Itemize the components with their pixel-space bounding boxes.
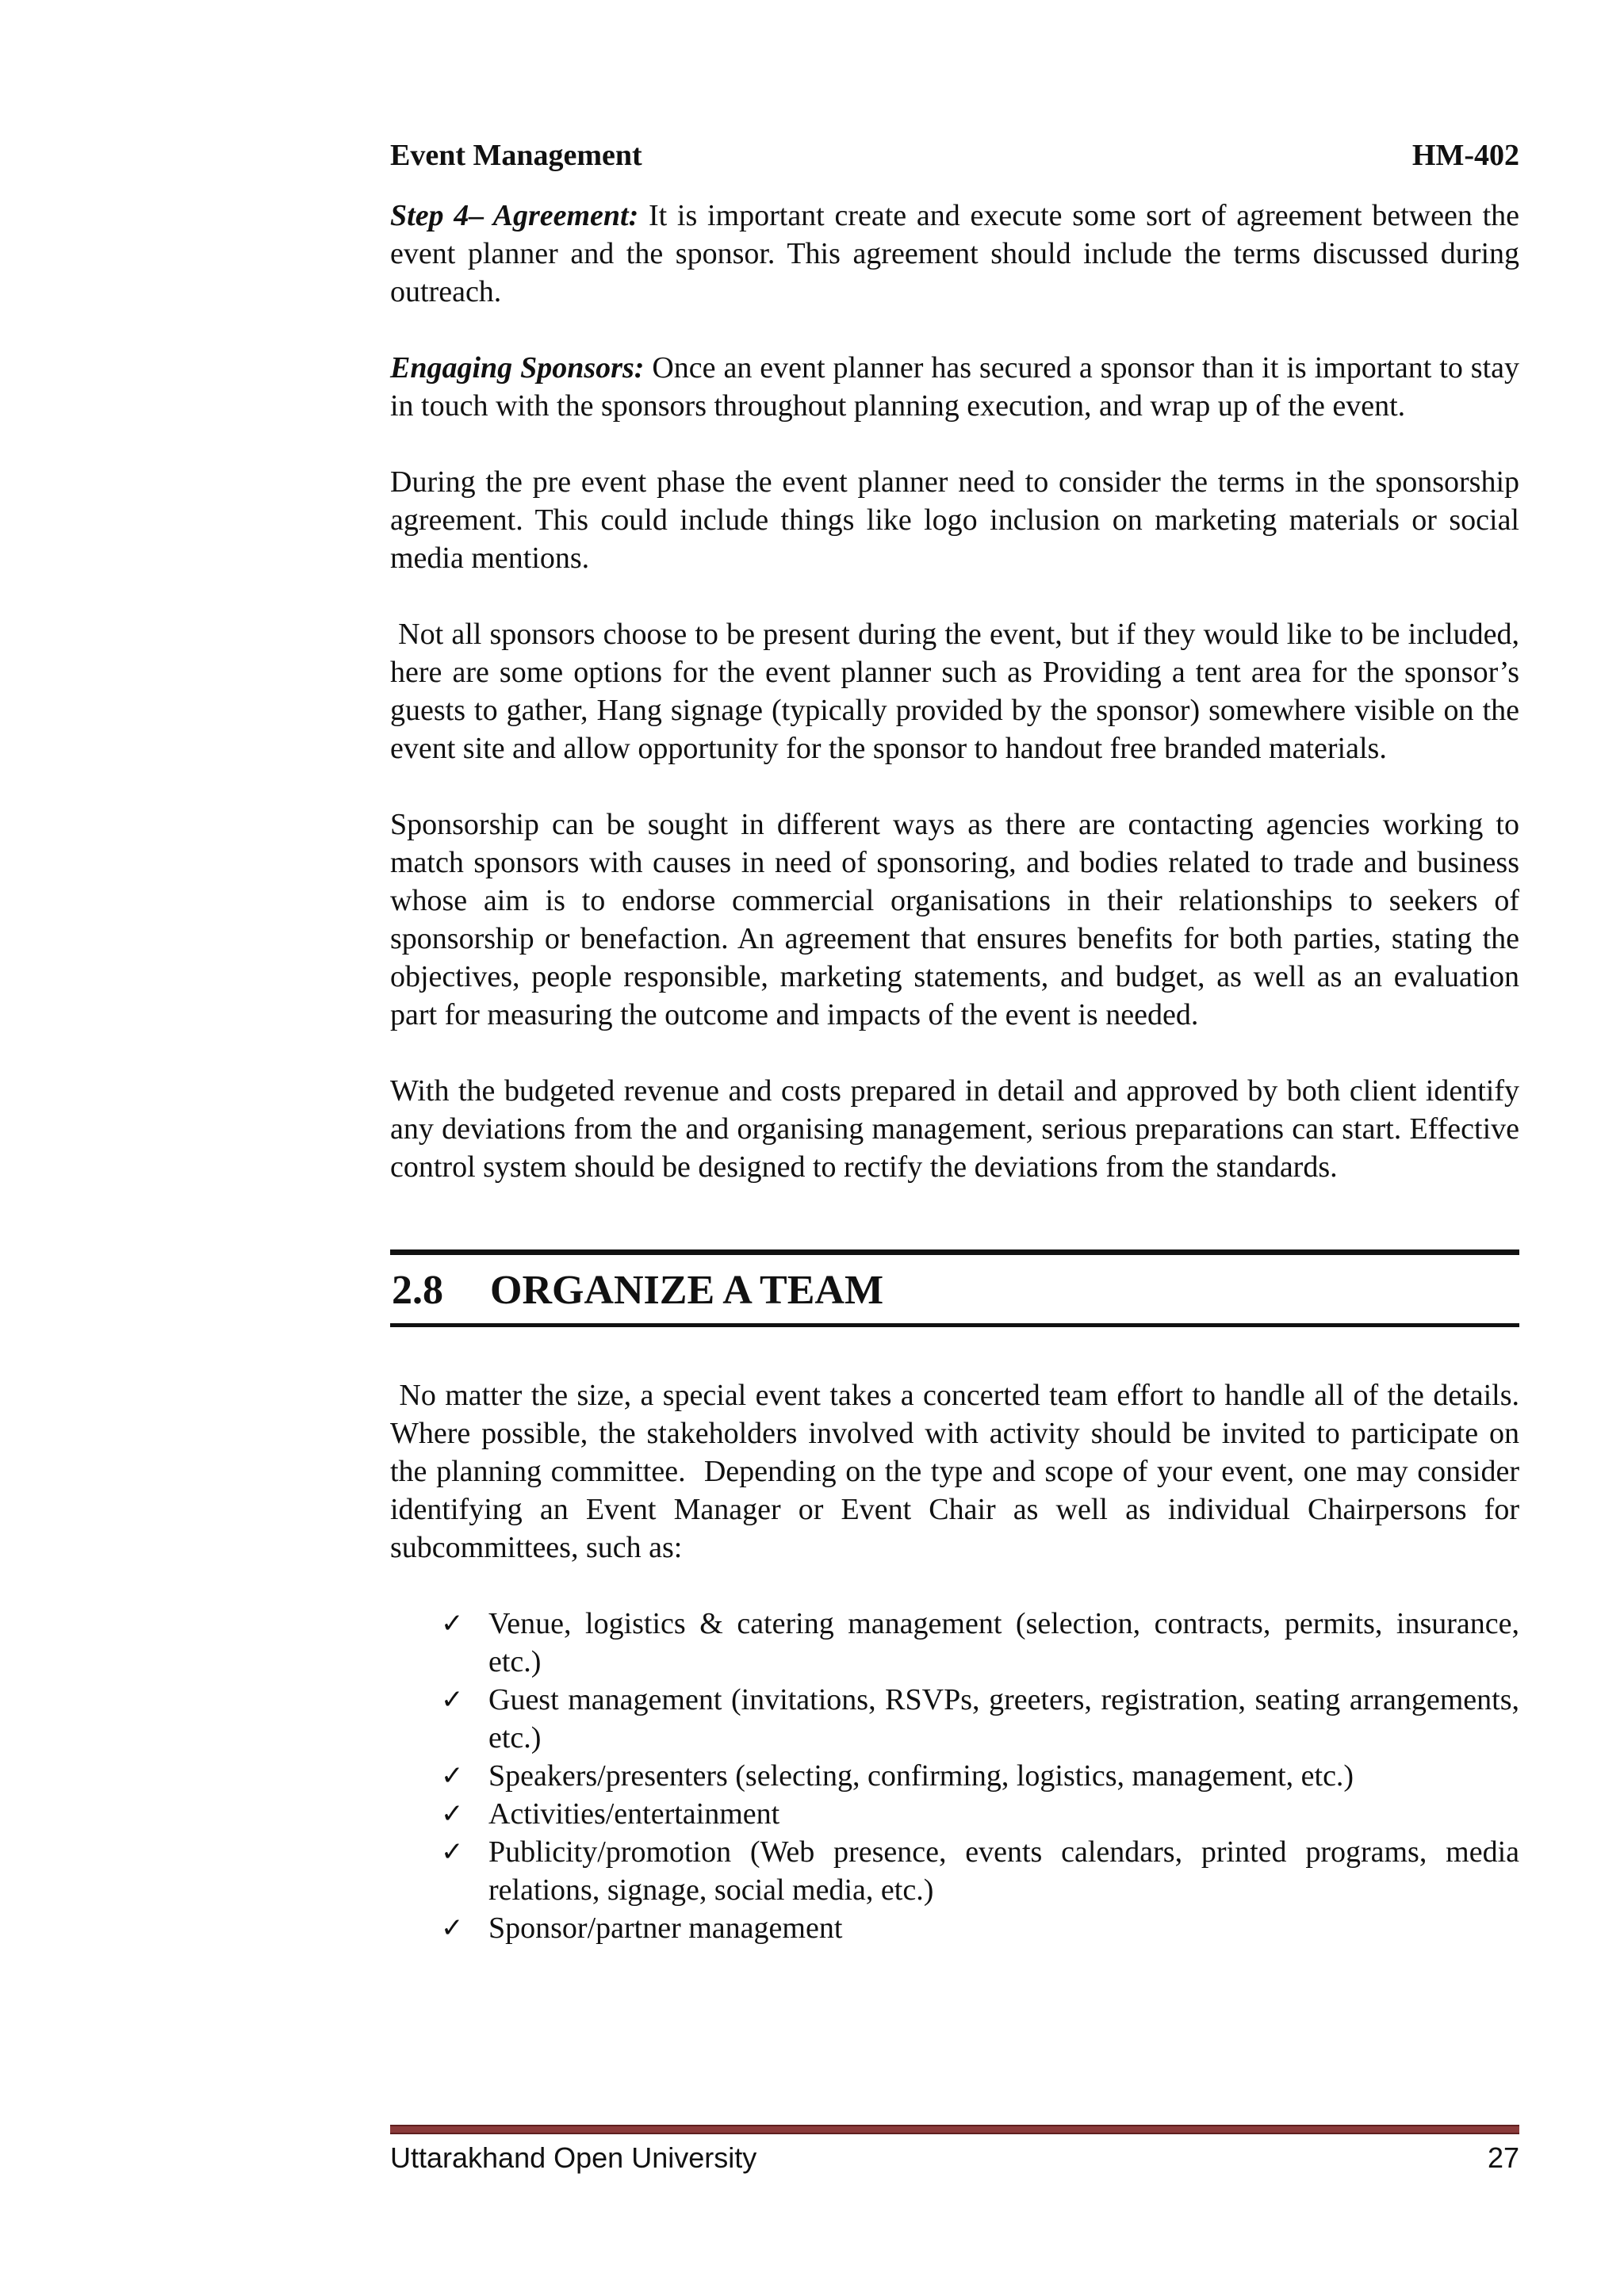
paragraph-team-intro: No matter the size, a special event takes a concerted team effort to handle all of the details. Where possible, the stakeholders involved with activity should be invited to participate on the planning committee. Depending on the type and scope of your event, one may consider identifying an Event Manager or Event Chair as well as individual Chairpersons for subcommittees, such as:: [390, 1379, 1527, 1564]
paragraph-engaging-sponsors: [390, 349, 1519, 425]
checkmark-icon: ✓: [441, 1760, 464, 1792]
list-item-text: Sponsor/partner management: [488, 1911, 843, 1945]
section-title: ORGANIZE A TEAM: [490, 1268, 884, 1313]
paragraph-sponsorship-ways: Sponsorship can be sought in different ways as there are contacting agencies working to match sponsors with causes in need of sponsoring, and bodies related to trade and business whose aim is to endorse commercial organisations in their relationships to seekers of sponsorship or benefaction. An agreement that ensures benefits for both parties, stating the objectives, people responsible, marketing statements, and budget, as well as an evaluation part for measuring the outcome and impacts of the event is needed.: [390, 808, 1519, 1031]
paragraph-lead: Step 4– Agreement:: [390, 199, 639, 232]
header-course-code: HM-402: [1411, 139, 1519, 172]
checkmark-icon: ✓: [441, 1608, 464, 1640]
page-number: 27: [1487, 2141, 1519, 2174]
checkmark-icon: ✓: [441, 1836, 464, 1868]
page-content: [390, 197, 1527, 1947]
list-item-text: Guest management (invitations, RSVPs, greeters, registration, seating arrangements, etc.): [488, 1683, 1519, 1755]
page-footer: [390, 2141, 1519, 2175]
list-item: [441, 1757, 1519, 1795]
list-item-text: Activities/entertainment: [488, 1797, 780, 1831]
paragraph-text: Once an event planner has secured a sponsor than it is important to stay in touch with the sponsors throughout planning execution, and wrap up of the event.: [390, 351, 1519, 423]
checkmark-icon: ✓: [441, 1684, 464, 1716]
running-header: [390, 136, 1519, 174]
list-item: [441, 1909, 1519, 1947]
list-item: [441, 1605, 1519, 1681]
paragraph-sponsor-presence: Not all sponsors choose to be present during the event, but if they would like to be included, here are some options for the event planner such as Providing a tent area for the sponsor’s guests to gather, Hang signage (typically provided by the sponsor) somewhere visible on the event site and allow opportunity for the sponsor to handout free branded materials.: [390, 618, 1527, 765]
list-item: [441, 1795, 1519, 1833]
paragraph-step-4: [390, 197, 1519, 311]
list-item: [441, 1681, 1519, 1757]
paragraph-pre-event: During the pre event phase the event planner need to consider the terms in the sponsorship agreement. This could include things like logo inclusion on marketing materials or social media mentions.: [390, 465, 1519, 575]
header-course-title: Event Management: [390, 139, 642, 172]
footer-divider: [390, 2125, 1519, 2134]
list-item-text: Publicity/promotion (Web presence, events calendars, printed programs, media relations, signage, social media, etc.): [488, 1835, 1519, 1907]
subcommittee-list: [390, 1605, 1519, 1947]
paragraph-text: It is important create and execute some sort of agreement between the event planner and the sponsor. This agreement should include the terms discussed during outreach.: [390, 199, 1519, 308]
list-item-text: Venue, logistics & catering management (selection, contracts, permits, insurance, etc.): [488, 1607, 1519, 1678]
list-item: [441, 1833, 1519, 1909]
paragraph-budget: With the budgeted revenue and costs prepared in detail and approved by both client identify any deviations from the and organising management, serious preparations can start. Effective control system should be designed to rectify the deviations from the standards.: [390, 1074, 1519, 1184]
paragraph-lead: Engaging Sponsors:: [390, 351, 645, 385]
footer-university: Uttarakhand Open University: [390, 2141, 757, 2174]
section-heading: [390, 1249, 1519, 1327]
list-item-text: Speakers/presenters (selecting, confirming, logistics, management, etc.): [488, 1759, 1354, 1793]
checkmark-icon: ✓: [441, 1798, 464, 1830]
checkmark-icon: ✓: [441, 1912, 464, 1944]
document-page: [390, 0, 1527, 2296]
section-number: 2.8: [392, 1268, 443, 1313]
